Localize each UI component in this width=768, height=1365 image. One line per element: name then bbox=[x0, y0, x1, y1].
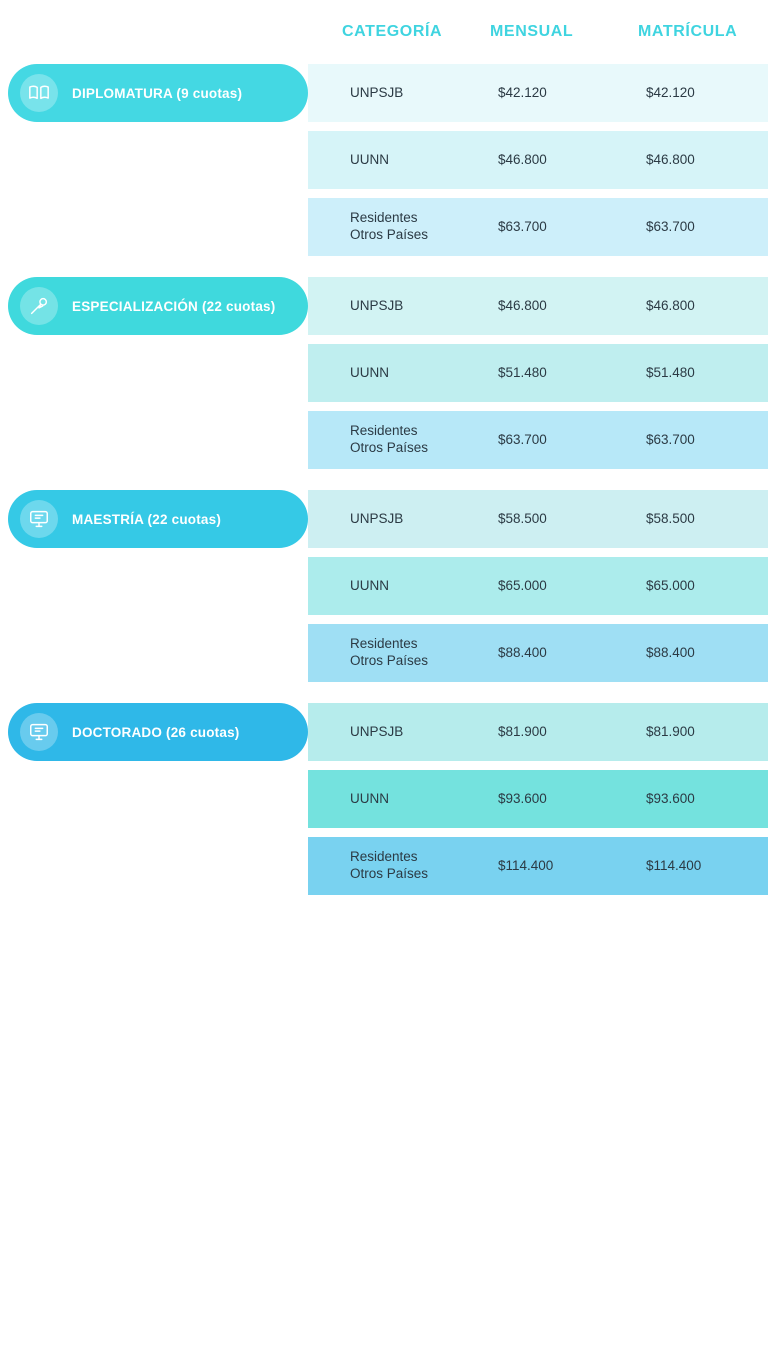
cell-categoria-line2: Otros Países bbox=[350, 866, 429, 881]
cell-matricula: $46.800 bbox=[646, 297, 695, 313]
cell-categoria: UUNN bbox=[350, 790, 389, 806]
cell-matricula: $114.400 bbox=[646, 857, 702, 873]
group-separator bbox=[0, 691, 768, 703]
cell-matricula: $81.900 bbox=[646, 723, 695, 739]
cell-mensual: $114.400 bbox=[498, 857, 554, 873]
table-row bbox=[0, 490, 768, 548]
table-row bbox=[0, 198, 768, 256]
cell-matricula: $51.480 bbox=[646, 364, 695, 380]
pricing-group bbox=[0, 64, 768, 256]
cell-matricula: $65.000 bbox=[646, 577, 695, 593]
pricing-group bbox=[0, 277, 768, 469]
row-values bbox=[308, 277, 768, 335]
column-header-categoria: CATEGORÍA bbox=[342, 23, 443, 40]
row-label-area bbox=[0, 557, 308, 615]
level-pill[interactable] bbox=[8, 64, 308, 122]
row-values bbox=[308, 770, 768, 828]
row-label-area bbox=[0, 703, 308, 761]
cell-categoria bbox=[308, 849, 456, 883]
table-row bbox=[0, 703, 768, 761]
cell-mensual: $81.900 bbox=[498, 723, 547, 739]
row-label-area bbox=[0, 277, 308, 335]
cell-categoria-line1: Residentes bbox=[350, 636, 418, 652]
cell-mensual: $51.480 bbox=[498, 364, 547, 380]
level-pill-label: MAESTRÍA (22 cuotas) bbox=[72, 511, 222, 527]
row-values bbox=[308, 624, 768, 682]
row-label-area bbox=[0, 624, 308, 682]
level-pill[interactable] bbox=[8, 703, 308, 761]
cell-categoria-line2: Otros Países bbox=[350, 440, 429, 455]
group-separator bbox=[0, 478, 768, 490]
table-header bbox=[0, 0, 768, 64]
row-label-area bbox=[0, 411, 308, 469]
cell-matricula: $42.120 bbox=[646, 84, 695, 100]
table-row bbox=[0, 411, 768, 469]
pricing-group bbox=[0, 490, 768, 682]
cell-categoria: UNPSJB bbox=[350, 297, 404, 313]
table-row bbox=[0, 624, 768, 682]
cell-categoria: UUNN bbox=[350, 151, 389, 167]
table-row bbox=[0, 131, 768, 189]
presentation-icon bbox=[20, 500, 58, 538]
cell-categoria-line1: Residentes bbox=[350, 849, 418, 865]
cell-matricula: $93.600 bbox=[646, 790, 695, 806]
cell-categoria-line2: Otros Países bbox=[350, 227, 429, 242]
row-values bbox=[308, 490, 768, 548]
row-values bbox=[308, 64, 768, 122]
cell-matricula: $88.400 bbox=[646, 644, 695, 660]
cell-categoria bbox=[308, 210, 456, 244]
pricing-group bbox=[0, 703, 768, 895]
cell-categoria: UUNN bbox=[350, 577, 389, 593]
table-row bbox=[0, 344, 768, 402]
cell-mensual: $58.500 bbox=[498, 510, 547, 526]
cell-categoria: UNPSJB bbox=[350, 84, 404, 100]
book-icon bbox=[20, 74, 58, 112]
table-row bbox=[0, 557, 768, 615]
row-values bbox=[308, 344, 768, 402]
cell-mensual: $88.400 bbox=[498, 644, 547, 660]
row-label-area bbox=[0, 198, 308, 256]
row-label-area bbox=[0, 344, 308, 402]
table-row bbox=[0, 64, 768, 122]
cell-categoria bbox=[308, 423, 456, 457]
diploma-icon bbox=[20, 287, 58, 325]
group-separator bbox=[0, 265, 768, 277]
level-pill-label: DOCTORADO (26 cuotas) bbox=[72, 724, 240, 740]
row-values bbox=[308, 131, 768, 189]
cell-matricula: $63.700 bbox=[646, 431, 695, 447]
cell-matricula: $46.800 bbox=[646, 151, 695, 167]
cell-matricula: $63.700 bbox=[646, 218, 695, 234]
table-row bbox=[0, 277, 768, 335]
header-spacer bbox=[0, 0, 308, 64]
column-header-mensual: MENSUAL bbox=[490, 23, 574, 40]
table-row bbox=[0, 770, 768, 828]
row-values bbox=[308, 411, 768, 469]
cell-categoria-line1: Residentes bbox=[350, 210, 418, 226]
cell-mensual: $63.700 bbox=[498, 218, 547, 234]
cell-categoria bbox=[308, 636, 456, 670]
row-values bbox=[308, 703, 768, 761]
level-pill-label: ESPECIALIZACIÓN (22 cuotas) bbox=[72, 298, 276, 314]
row-label-area bbox=[0, 64, 308, 122]
cell-mensual: $65.000 bbox=[498, 577, 547, 593]
cell-matricula: $58.500 bbox=[646, 510, 695, 526]
cell-mensual: $93.600 bbox=[498, 790, 547, 806]
table-body bbox=[0, 64, 768, 904]
cell-categoria-line1: Residentes bbox=[350, 423, 418, 439]
cell-categoria: UNPSJB bbox=[350, 723, 404, 739]
row-label-area bbox=[0, 490, 308, 548]
table-row bbox=[0, 837, 768, 895]
row-values bbox=[308, 198, 768, 256]
presentation-icon bbox=[20, 713, 58, 751]
level-pill[interactable] bbox=[8, 490, 308, 548]
column-header-matricula: MATRÍCULA bbox=[638, 23, 738, 40]
cell-mensual: $42.120 bbox=[498, 84, 547, 100]
cell-categoria: UNPSJB bbox=[350, 510, 404, 526]
level-pill-label: DIPLOMATURA (9 cuotas) bbox=[72, 85, 243, 101]
cell-mensual: $46.800 bbox=[498, 151, 547, 167]
cell-mensual: $46.800 bbox=[498, 297, 547, 313]
cell-categoria-line2: Otros Países bbox=[350, 653, 429, 668]
level-pill[interactable] bbox=[8, 277, 308, 335]
row-values bbox=[308, 557, 768, 615]
cell-mensual: $63.700 bbox=[498, 431, 547, 447]
row-label-area bbox=[0, 770, 308, 828]
row-label-area bbox=[0, 837, 308, 895]
cell-categoria: UUNN bbox=[350, 364, 389, 380]
row-label-area bbox=[0, 131, 308, 189]
row-values bbox=[308, 837, 768, 895]
